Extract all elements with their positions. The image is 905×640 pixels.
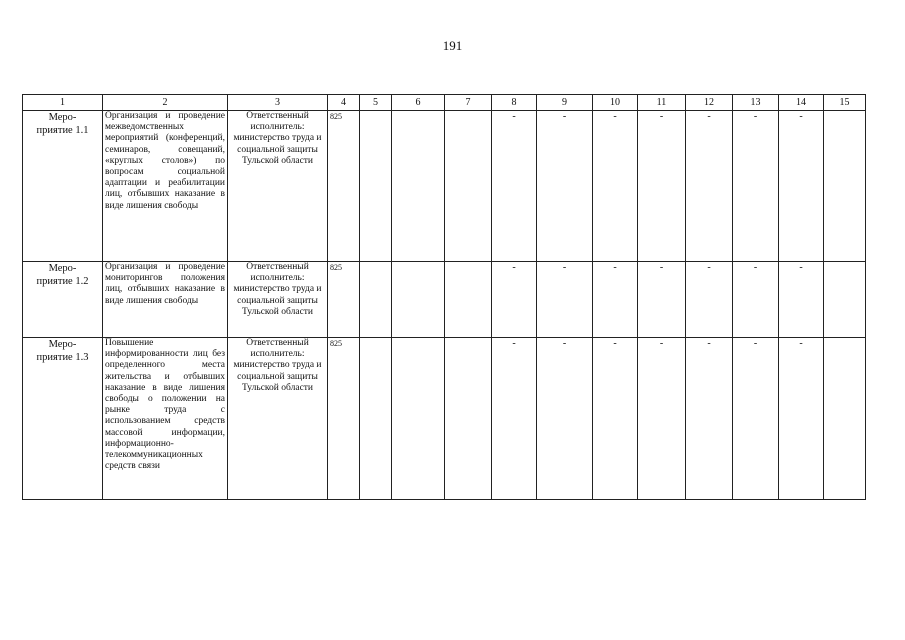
cell-col-14: - <box>779 111 824 262</box>
cell-col-12: - <box>686 111 733 262</box>
header-col-6: 6 <box>392 95 445 111</box>
cell-col-10: - <box>593 111 638 262</box>
cell-col-10: - <box>593 262 638 338</box>
cell-col-6 <box>392 111 445 262</box>
cell-col-5 <box>360 262 392 338</box>
cell-col-5 <box>360 111 392 262</box>
header-col-14: 14 <box>779 95 824 111</box>
measure-description: Повышение информированности лиц без определенного места жительства и отбывших наказание в виде лишения свободы о положении на рынке труда с использованием средств массовой информации, информационно-телекоммуникационных средств связи <box>103 338 228 500</box>
cell-col-14: - <box>779 262 824 338</box>
measure-executor: Ответственный исполнитель: министерство труда и социальной защиты Тульской области <box>228 111 328 262</box>
header-col-9: 9 <box>537 95 593 111</box>
cell-col-9: - <box>537 338 593 500</box>
header-col-13: 13 <box>733 95 779 111</box>
header-col-7: 7 <box>445 95 492 111</box>
cell-col-15 <box>824 338 866 500</box>
header-col-4: 4 <box>328 95 360 111</box>
cell-col-7 <box>445 338 492 500</box>
cell-col-14: - <box>779 338 824 500</box>
cell-col-13: - <box>733 111 779 262</box>
cell-col-6 <box>392 262 445 338</box>
header-col-3: 3 <box>228 95 328 111</box>
header-col-11: 11 <box>638 95 686 111</box>
cell-col-15 <box>824 262 866 338</box>
cell-col-12: - <box>686 262 733 338</box>
cell-col-13: - <box>733 338 779 500</box>
header-col-15: 15 <box>824 95 866 111</box>
measure-description: Организация и проведение мониторингов положения лиц, отбывших наказание в виде лишения свободы <box>103 262 228 338</box>
cell-col-9: - <box>537 262 593 338</box>
table-row <box>23 111 866 262</box>
measure-name-line2: приятие 1.3 <box>36 352 89 363</box>
cell-col-7 <box>445 262 492 338</box>
header-row <box>23 95 866 111</box>
header-col-1: 1 <box>23 95 103 111</box>
measure-name-line2: приятие 1.2 <box>36 276 89 287</box>
cell-col-8: - <box>492 111 537 262</box>
measure-name-line1: Меро- <box>48 339 77 350</box>
measure-name-line1: Меро- <box>48 263 77 274</box>
cell-col-9: - <box>537 111 593 262</box>
page-number: 191 <box>442 38 463 53</box>
header-col-12: 12 <box>686 95 733 111</box>
cell-col-12: - <box>686 338 733 500</box>
cell-col-11: - <box>638 262 686 338</box>
measure-executor: Ответственный исполнитель: министерство труда и социальной защиты Тульской области <box>228 338 328 500</box>
header-col-10: 10 <box>593 95 638 111</box>
measure-name-line1: Меро- <box>48 112 77 123</box>
measure-name-cell <box>23 338 103 500</box>
cell-col-11: - <box>638 111 686 262</box>
cell-col-10: - <box>593 338 638 500</box>
measure-name-cell <box>23 262 103 338</box>
budget-code: 825 <box>328 338 360 500</box>
cell-col-11: - <box>638 338 686 500</box>
table-row <box>23 338 866 500</box>
table-row <box>23 262 866 338</box>
measure-executor: Ответственный исполнитель: министерство труда и социальной защиты Тульской области <box>228 262 328 338</box>
cell-col-8: - <box>492 262 537 338</box>
measure-name-cell <box>23 111 103 262</box>
header-col-2: 2 <box>103 95 228 111</box>
budget-code: 825 <box>328 111 360 262</box>
cell-col-5 <box>360 338 392 500</box>
cell-col-15 <box>824 111 866 262</box>
budget-code: 825 <box>328 262 360 338</box>
cell-col-7 <box>445 111 492 262</box>
measure-name-line2: приятие 1.1 <box>36 125 89 136</box>
cell-col-13: - <box>733 262 779 338</box>
cell-col-6 <box>392 338 445 500</box>
header-col-8: 8 <box>492 95 537 111</box>
measure-description: Организация и проведение межведомственных мероприятий (конференций, семинаров, совещаний, «круглых столов») по вопросам социальной адаптации и реабилитации лиц, отбывших наказание в виде лишения свободы <box>103 111 228 262</box>
header-col-5: 5 <box>360 95 392 111</box>
cell-col-8: - <box>492 338 537 500</box>
measures-table <box>22 94 866 500</box>
